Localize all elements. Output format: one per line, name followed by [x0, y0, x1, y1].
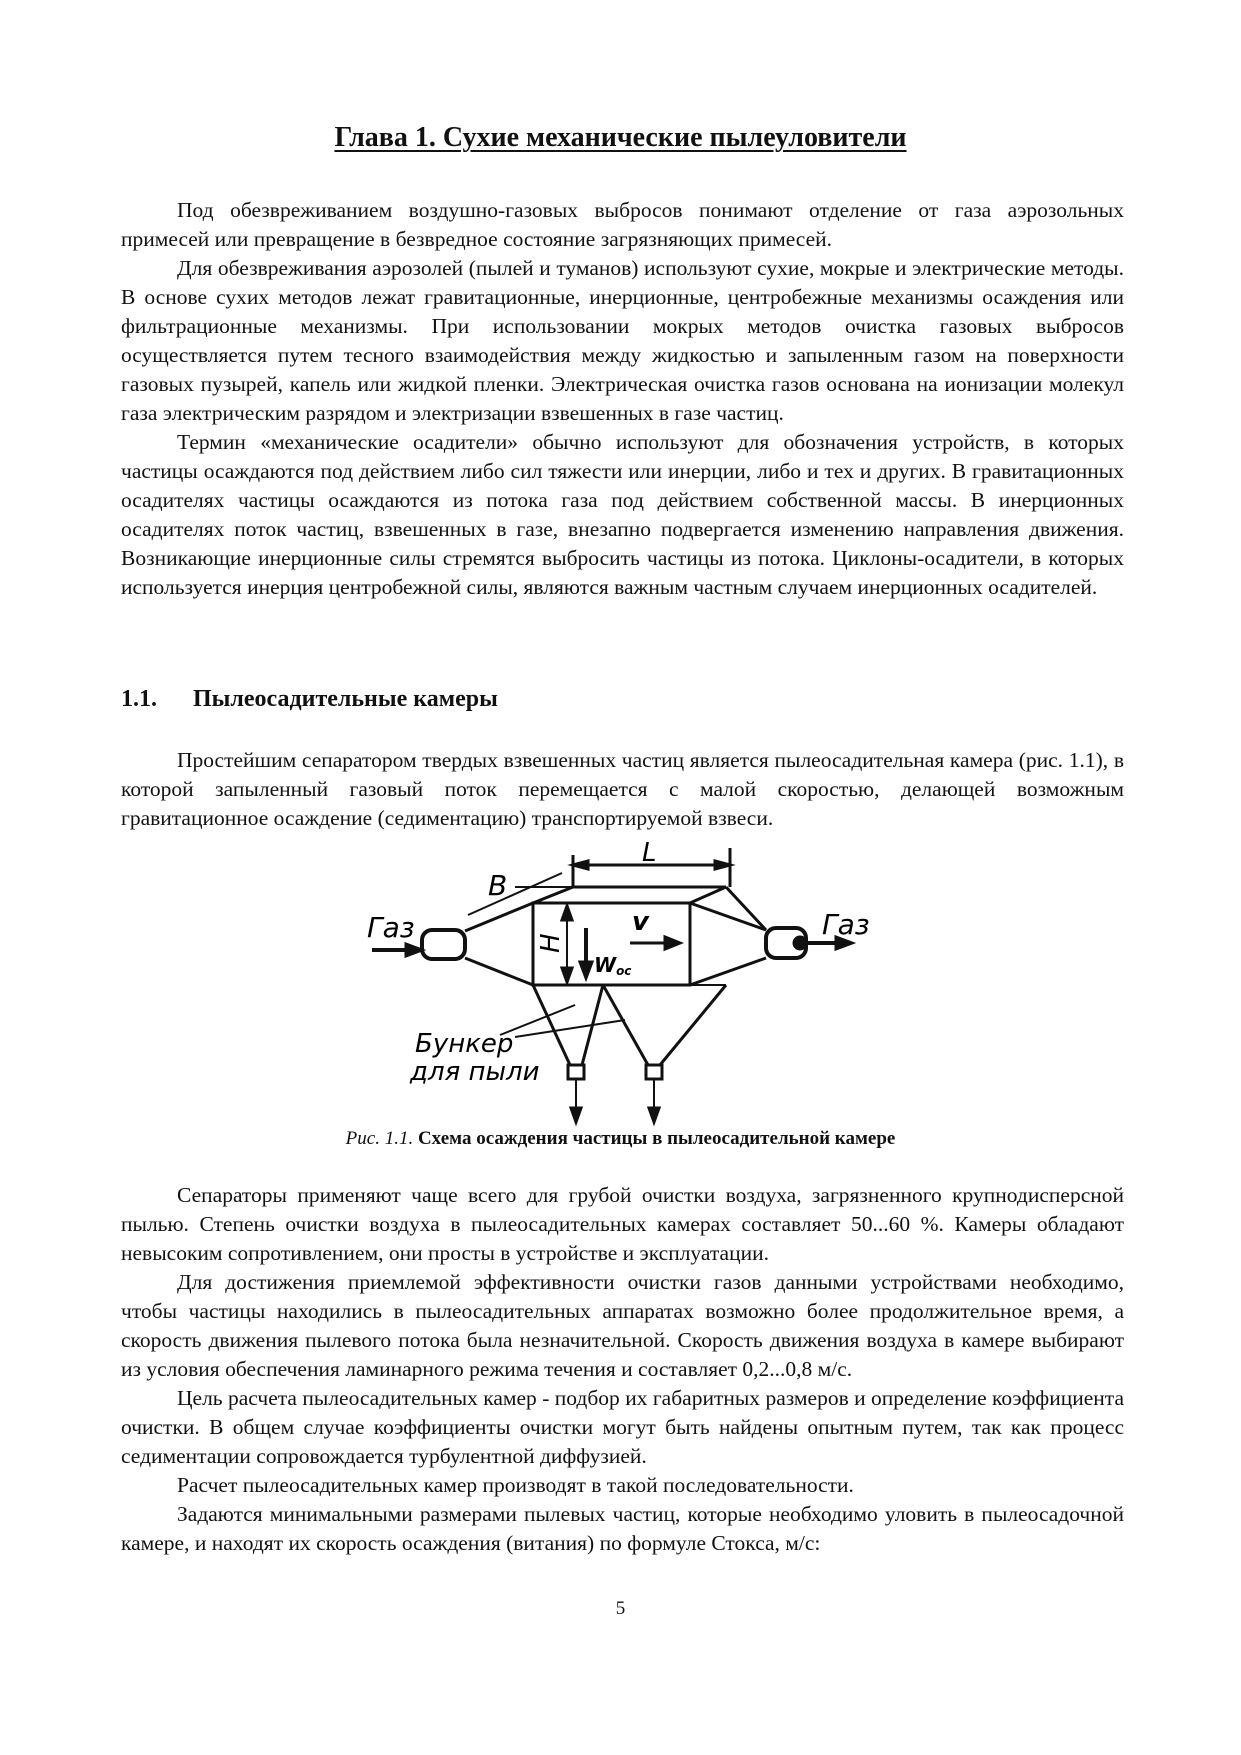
paragraph: Расчет пылеосадительных камер производят в такой последовательности.	[177, 1473, 854, 1497]
paragraph: Для обезвреживания аэрозолей (пылей и туманов) используют сухие, мокрые и электрические методы. В основе сухих методов лежат гравитационные, инерционные, центробежные механизмы осаждения или фильтрационные механизмы. При использовании мокрых методов очистка газовых выбросов осуществляется путем тесного взаимодействия между жидкостью и запыленным газом на поверхности газовых пузырей, капель или жидкой пленки. Электрическая очистка газов основана на ионизации молекул газа электрическим разрядом и электризации взвешенных в газе частиц.	[121, 256, 1124, 425]
paragraph: Простейшим сепаратором твердых взвешенных частиц является пылеосадительная камера (рис. 1.1), в которой запыленный газовый поток перемещается с малой скоростью, делающей возможным гравитационное осаждение (седиментацию) транспортируемой взвеси.	[121, 748, 1124, 830]
label-L: L	[642, 838, 657, 868]
label-H: H	[536, 933, 566, 953]
paragraph: Под обезвреживанием воздушно-газовых выбросов понимают отделение от газа аэрозольных примесей или превращение в безвредное состояние загрязняющих примесей.	[121, 198, 1124, 251]
body-text	[121, 1181, 1124, 1558]
arrowhead	[715, 861, 730, 869]
gas-out-label: Газ	[822, 908, 870, 941]
dimension-B-line	[468, 873, 562, 915]
caption-prefix: Рис. 1.1.	[345, 1128, 414, 1149]
hopper-outlet	[568, 1065, 584, 1079]
gas-in-label: Газ	[367, 911, 415, 944]
label-B: B	[488, 869, 508, 902]
page-number: 5	[615, 1598, 626, 1619]
hopper-outlet	[646, 1065, 662, 1079]
paragraph: Цель расчета пылеосадительных камер - подбор их габаритных размеров и определение коэффициента очистки. В общем случае коэффициенты очистки могут быть найдены опытным путем, так как процесс седиментации сопровождается турбулентной диффузией.	[121, 1386, 1124, 1468]
arrowhead	[573, 861, 588, 869]
label-v: v	[632, 907, 649, 937]
bunker-label-line2: для пыли	[410, 1057, 540, 1087]
chapter-title: Глава 1. Сухие механические пылеуловители	[334, 122, 907, 153]
paragraph: Термин «механические осадители» обычно используют для обозначения устройств, в которых частицы осаждаются под действием либо сил тяжести или инерции, либо и тех и других. В гравитационных осадителях частицы осаждаются из потока газа под действием собственной массы. В инерционных осадителях поток частиц, взвешенных в газе, внезапно подвергается изменению направления движения. Возникающие инерционные силы стремятся выбросить частицы из потока. Циклоны-осадители, в которых используется инерция центробежной силы, являются важным частным случаем инерционных осадителей.	[121, 430, 1124, 599]
paragraph: Сепараторы применяют чаще всего для грубой очистки воздуха, загрязненного крупнодисперсной пылью. Степень очистки воздуха в пылеосадительных камерах составляет 50...60 %. Камеры обладают невысоким сопротивлением, они просты в устройстве и эксплуатации.	[121, 1183, 1124, 1265]
section-title: Пылеосадительные камеры	[193, 686, 498, 712]
inlet-pipe	[422, 930, 465, 959]
section-number: 1.1.	[121, 686, 157, 712]
hopper-2	[603, 985, 726, 1065]
paragraph: Для достижения приемлемой эффективности очистки газов данными устройствами необходимо, чтобы частицы находились в пылеосадительных аппаратах возможно более продолжительное время, а скорость движения пылевого потока была незначительной. Скорость движения воздуха в камере выбирают из условия обеспечения ламинарного режима течения и составляет 0,2...0,8 м/с.	[121, 1270, 1124, 1381]
paragraph: Задаются минимальными размерами пылевых частиц, которые необходимо уловить в пылеосадочной камере, и находят их скорость осаждения (витания) по формуле Стокса, м/с:	[121, 1502, 1124, 1555]
caption-text: Схема осаждения частицы в пылеосадительной камере	[417, 1128, 896, 1149]
bunker-label-line1: Бункер	[415, 1029, 514, 1059]
figure-caption	[0, 1128, 1241, 1150]
label-w: Wос	[594, 953, 632, 978]
